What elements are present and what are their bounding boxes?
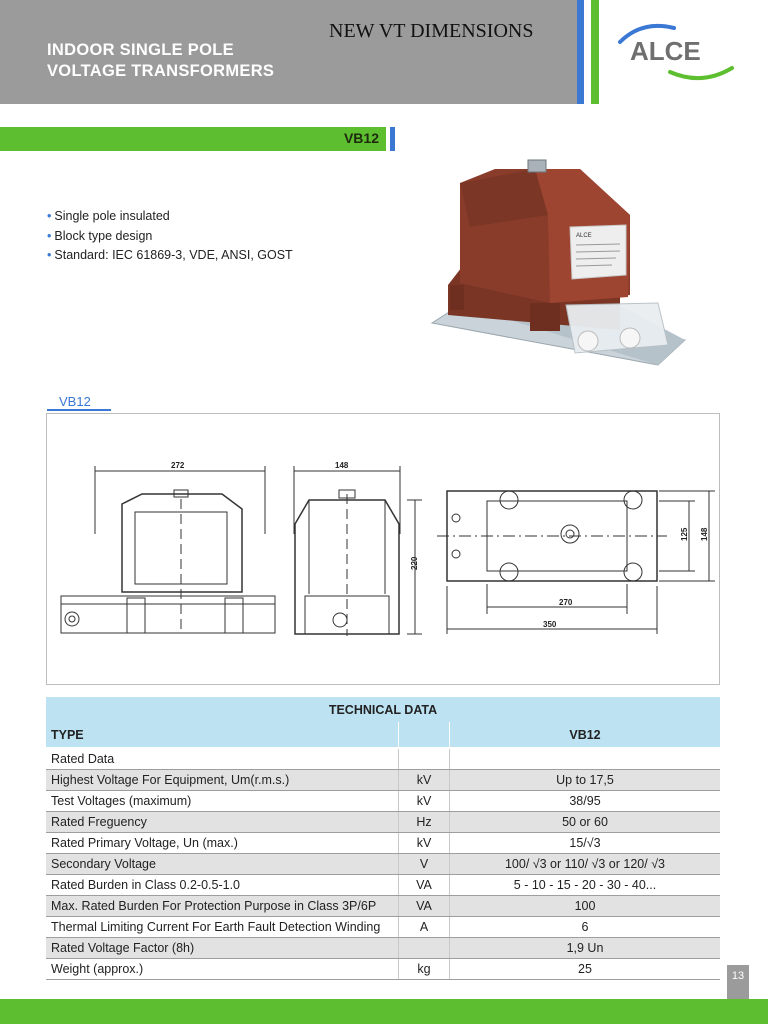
table-row [46, 875, 720, 896]
table-cell-parameter: Test Voltages (maximum) [46, 791, 399, 812]
dim-front-width: 272 [171, 461, 185, 470]
footer-band [0, 999, 768, 1024]
table-cell-unit: VA [399, 896, 450, 917]
table-cell-value: Up to 17,5 [450, 770, 721, 791]
header-green-stripe [591, 0, 599, 104]
table-cell-parameter: Secondary Voltage [46, 854, 399, 875]
table-row [46, 791, 720, 812]
header-band [0, 0, 577, 104]
bullet-icon: • [47, 209, 52, 223]
table-cell-unit: kg [399, 959, 450, 980]
header-title-line2: VOLTAGE TRANSFORMERS [47, 62, 275, 80]
logo-text: ALCE [630, 36, 701, 66]
table-type-row [46, 722, 720, 748]
table-cell-parameter: Rated Freguency [46, 812, 399, 833]
feature-list [47, 207, 293, 266]
header-blue-stripe [577, 0, 584, 104]
table-cell-unit: VA [399, 875, 450, 896]
table-row [46, 854, 720, 875]
feature-text: Single pole insulated [54, 209, 170, 223]
header-title [47, 40, 274, 82]
table-row [46, 812, 720, 833]
type-unit-cell [399, 722, 450, 748]
product-photo [430, 155, 690, 370]
model-band-tick [390, 127, 395, 151]
dimension-drawing [46, 413, 720, 685]
table-cell-parameter: Weight (approx.) [46, 959, 399, 980]
table-cell-value: 6 [450, 917, 721, 938]
table-title-row [46, 697, 720, 722]
feature-text: Standard: IEC 61869-3, VDE, ANSI, GOST [54, 248, 293, 262]
dimension-drawing-svg [47, 414, 721, 686]
table-cell-parameter: Rated Burden in Class 0.2-0.5-1.0 [46, 875, 399, 896]
table-cell-value: 1,9 Un [450, 938, 721, 959]
bullet-icon: • [47, 228, 52, 243]
table-cell-parameter: Thermal Limiting Current For Earth Fault Detection Winding [46, 917, 399, 938]
type-value: VB12 [450, 722, 721, 748]
drawing-label: VB12 [59, 394, 91, 409]
table-row [46, 938, 720, 959]
table-row [46, 833, 720, 854]
table-title: TECHNICAL DATA [46, 697, 720, 722]
table-cell-unit [399, 938, 450, 959]
table-cell-parameter: Highest Voltage For Equipment, Um(r.m.s.) [46, 770, 399, 791]
table-cell-unit: Hz [399, 812, 450, 833]
table-cell-value: 38/95 [450, 791, 721, 812]
table-cell-parameter: Rated Primary Voltage, Un (max.) [46, 833, 399, 854]
technical-data-table [46, 697, 720, 980]
page-number: 13 [727, 965, 749, 999]
feature-text: Block type design [54, 228, 153, 243]
table-cell-value: 50 or 60 [450, 812, 721, 833]
table-cell-parameter: Rated Data [46, 748, 399, 770]
feature-item [47, 227, 293, 247]
type-label: TYPE [46, 722, 399, 748]
table-cell-parameter: Max. Rated Burden For Protection Purpose in Class 3P/6P [46, 896, 399, 917]
feature-item [47, 207, 293, 227]
table-row [46, 748, 720, 770]
table-cell-parameter: Rated Voltage Factor (8h) [46, 938, 399, 959]
dim-height: 220 [410, 556, 419, 570]
table-row [46, 917, 720, 938]
table-cell-unit [399, 748, 450, 770]
header-title-line1: INDOOR SINGLE POLE [47, 41, 234, 59]
dim-side-width: 148 [335, 461, 349, 470]
table-cell-value: 5 - 10 - 15 - 20 - 30 - 40... [450, 875, 721, 896]
table-row [46, 959, 720, 980]
table-cell-unit: A [399, 917, 450, 938]
page-title: NEW VT DIMENSIONS [329, 20, 534, 42]
model-label: VB12 [343, 130, 379, 146]
table-cell-value: 100 [450, 896, 721, 917]
table-cell-unit: V [399, 854, 450, 875]
table-cell-value: 25 [450, 959, 721, 980]
table-row [46, 896, 720, 917]
dim-top-inner-length: 270 [559, 598, 573, 607]
feature-item [47, 246, 293, 266]
table-cell-value: 15/√3 [450, 833, 721, 854]
table-cell-unit: kV [399, 791, 450, 812]
table-row [46, 770, 720, 791]
model-band [0, 127, 386, 151]
table-cell-unit: kV [399, 833, 450, 854]
photo-label: ALCE [576, 233, 592, 239]
drawing-label-underline [47, 409, 111, 411]
bullet-icon: • [47, 248, 52, 262]
dim-top-width: 148 [700, 527, 709, 541]
dim-top-length: 350 [543, 620, 557, 629]
dim-top-inner-width: 125 [680, 527, 689, 541]
alce-logo [612, 22, 737, 82]
table-cell-value: 100/ √3 or 110/ √3 or 120/ √3 [450, 854, 721, 875]
table-cell-value [450, 748, 721, 770]
table-cell-unit: kV [399, 770, 450, 791]
